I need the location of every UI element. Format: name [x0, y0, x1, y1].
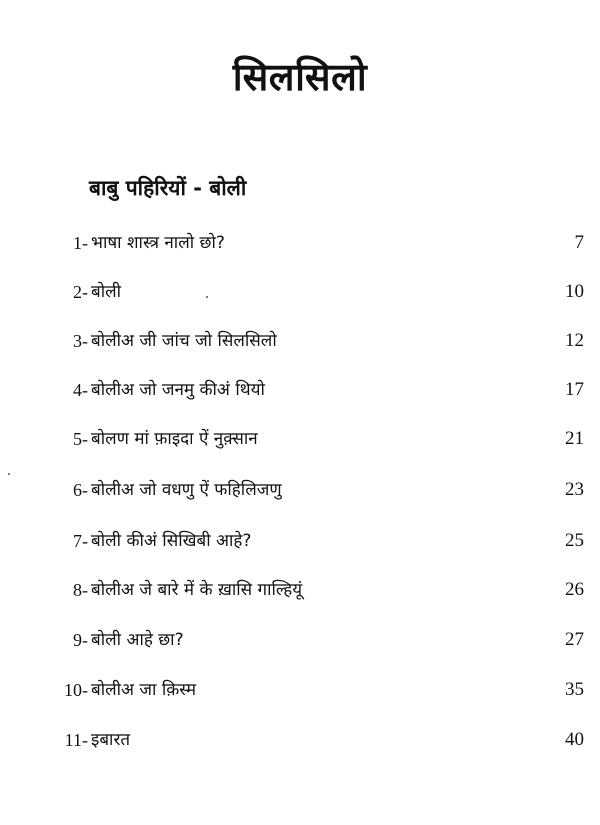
toc-entry-title: बोलीअ जा क़िस्म: [91, 680, 197, 700]
toc-entry-title: बोलण मां फ़ाइदा ऐं नुक़्सान: [91, 429, 258, 449]
toc-entry-title: भाषा शास्त्र नालो छो?: [91, 233, 225, 253]
toc-entry-title: बोलीअ जो जनमु कीअं थियो: [91, 380, 265, 400]
toc-entry: [0, 374, 600, 406]
section-heading: बाबु पहिरियों - बोली: [89, 176, 247, 200]
toc-entry-page: 21: [565, 428, 584, 449]
toc-entry-title: बोलीअ जे बारे में के ख़ासि गाल्हियूं: [91, 580, 303, 600]
toc-entry: [0, 227, 600, 259]
toc-entry-number: 9-: [73, 630, 88, 650]
toc-entry-title: बोली कीअं सिखिबी आहे?: [91, 531, 252, 551]
toc-entry-number: 7-: [73, 531, 88, 551]
toc-entry: [0, 474, 600, 506]
toc-entry-number: 8-: [73, 580, 88, 600]
toc-entry-page: 27: [565, 629, 584, 650]
toc-entry-page: 35: [565, 679, 584, 700]
toc-entry-page: 25: [565, 530, 584, 551]
toc-entry: [0, 624, 600, 656]
toc-entry-title: इबारत: [91, 730, 131, 750]
toc-entry-number: 1-: [73, 233, 88, 253]
toc-entry: [0, 674, 600, 706]
toc-entry-title: बोली आहे छा?: [91, 630, 184, 650]
toc-entry: [0, 325, 600, 357]
page-title: सिलसिलो: [232, 55, 368, 99]
toc-entry: [0, 276, 600, 308]
toc-entry-title: बोलीअ जी जांच जो सिलसिलो: [91, 331, 277, 351]
toc-entry: [0, 525, 600, 557]
toc-entry: [0, 724, 600, 756]
toc-entry: [0, 574, 600, 606]
toc-entry-page: 26: [565, 579, 584, 600]
toc-entry-page: 23: [565, 479, 584, 500]
toc-entry-title: बोलीअ जो वधणु ऐं फहिलिजणु: [91, 480, 282, 500]
toc-entry-page: 10: [565, 281, 584, 302]
toc-entry-page: 40: [565, 729, 584, 750]
toc-entry-page: 12: [565, 330, 584, 351]
toc-entry-number: 4-: [73, 380, 88, 400]
toc-entry-page: 17: [565, 379, 584, 400]
toc-entry-number: 11-: [64, 730, 88, 750]
toc-entry: [0, 423, 600, 455]
toc-entry-number: 2-: [73, 282, 88, 302]
toc-entry-number: 5-: [73, 429, 88, 449]
toc-entry-number: 6-: [73, 480, 88, 500]
toc-entry-number: 3-: [73, 331, 88, 351]
toc-entry-number: 10-: [64, 680, 88, 700]
toc-entry-title: बोली: [91, 282, 122, 302]
toc-entry-page: 7: [574, 232, 584, 253]
print-speck: [206, 296, 208, 298]
print-speck: [8, 473, 10, 475]
